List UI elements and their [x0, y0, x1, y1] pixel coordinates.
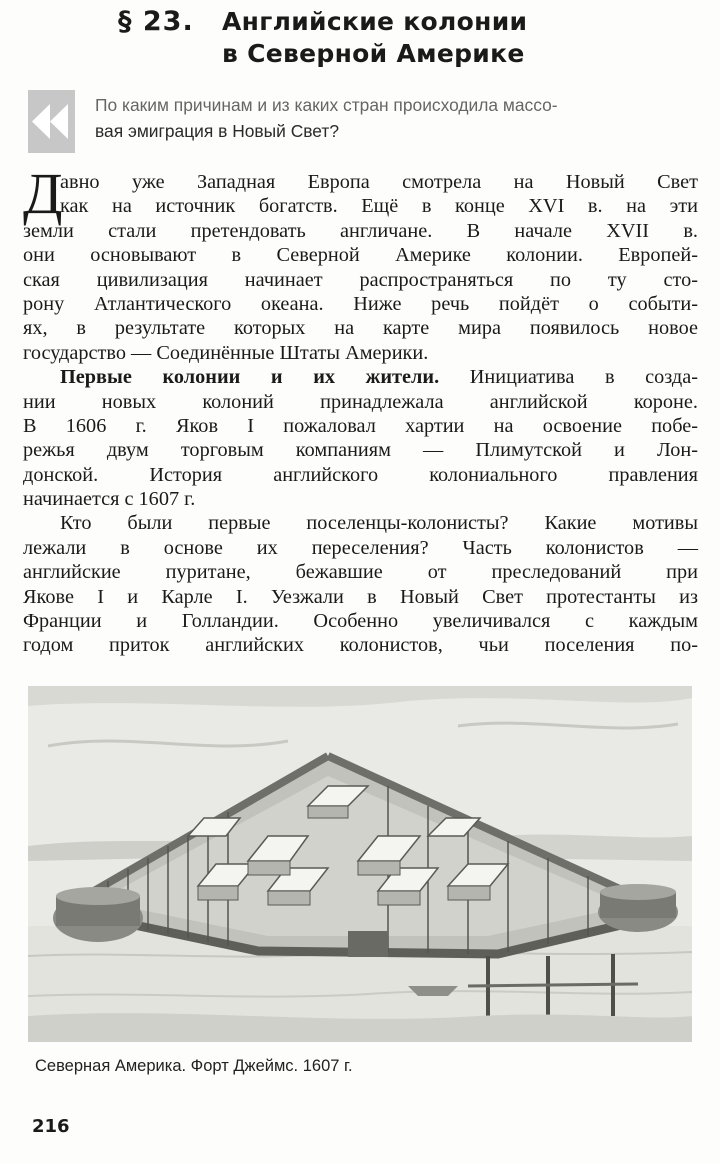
- text-line: английские пуритане, бежавшие от преследований при: [23, 561, 698, 584]
- text-line: лежали в основе их переселения? Часть колонистов —: [23, 536, 698, 559]
- text-line: начинается с 1607 г.: [23, 488, 196, 511]
- question-line: По каким причинам и из каких стран происходила массо-: [95, 95, 558, 115]
- text-line: режья двум торговым компаниям — Плимутской и Лон-: [23, 439, 698, 462]
- review-question-text: [95, 92, 700, 144]
- chapter-header: [0, 6, 720, 72]
- text-line: ях, в результате которых на карте мира появилось новое: [23, 317, 698, 340]
- text-line: ская цивилизация начинает распространяться по ту сто-: [23, 268, 698, 291]
- rewind-double-triangle-icon: [28, 90, 75, 153]
- question-line: вая эмиграция в Новый Свет?: [95, 121, 340, 141]
- main-text: [23, 170, 698, 658]
- text-line: государство — Соединённые Штаты Америки.: [23, 341, 429, 364]
- text-line: рону Атлантического океана. Ниже речь пойдёт о событи-: [23, 292, 698, 315]
- figure-caption: Северная Америка. Форт Джеймс. 1607 г.: [35, 1057, 353, 1075]
- page-number: 216: [32, 1116, 70, 1137]
- text-line: нии новых колоний принадлежала английской короне.: [23, 390, 698, 413]
- text-line: Франции и Голландии. Особенно увеличивался с каждым: [23, 610, 698, 633]
- text-line: Кто были первые поселенцы-колонисты? Какие мотивы: [60, 512, 698, 535]
- fort-james-illustration: [28, 686, 692, 1042]
- section-number: § 23.: [118, 6, 194, 37]
- subsection-heading: Первые колонии и их жители.: [60, 366, 440, 389]
- text-line: донской. История английского колониального правления: [23, 463, 698, 486]
- text-line: В 1606 г. Яков I пожаловал хартии на освоение побе-: [23, 414, 698, 437]
- text-line: годом приток английских колонистов, чьи поселения по-: [23, 634, 698, 657]
- text-line: авно уже Западная Европа смотрела на Новый Свет: [60, 171, 698, 193]
- drop-cap: Д: [23, 161, 63, 226]
- section-title-line2: в Северной Америке: [222, 39, 525, 68]
- text-line: Якове I и Карле I. Уезжали в Новый Свет протестанты из: [23, 585, 698, 608]
- text-line: как на источник богатств. Ещё в конце XVI в. на эти: [60, 195, 698, 218]
- text-line: [23, 365, 698, 389]
- review-question-block: [28, 90, 700, 154]
- text-line: земли стали претендовать англичане. В начале XVII в.: [23, 219, 698, 242]
- text-line: они основывают в Северной Америке колонии. Европей-: [23, 244, 698, 267]
- text-fragment: Инициатива в созда-: [439, 366, 698, 389]
- section-title-line1: Английские колонии: [222, 7, 528, 36]
